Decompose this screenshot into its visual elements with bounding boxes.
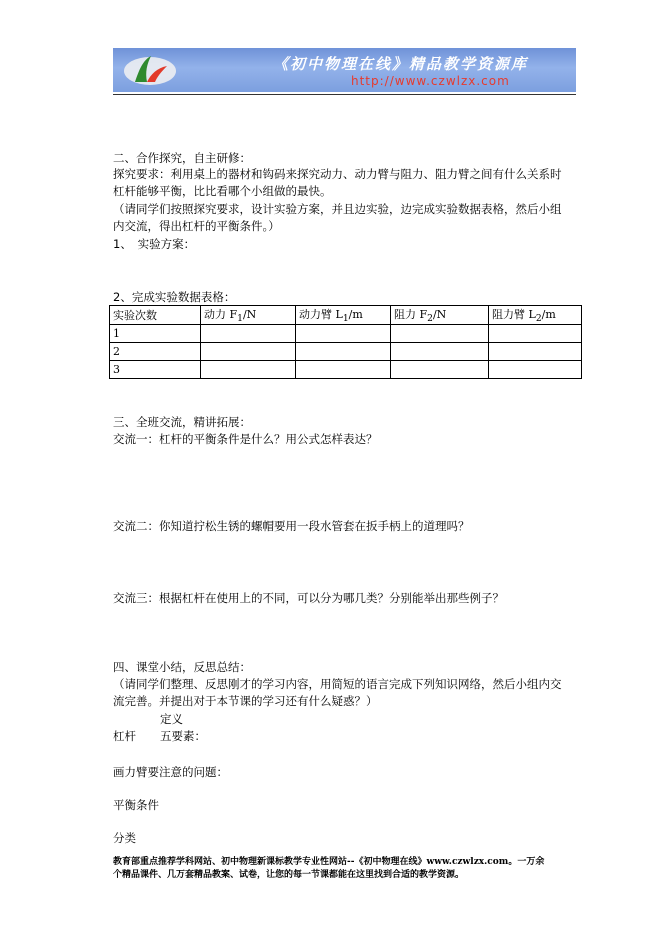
table-row bbox=[110, 343, 582, 361]
exchange-question-3: 交流三：根据杠杆在使用上的不同，可以分为哪几类？分别能举出那些例子？ bbox=[113, 591, 504, 605]
table-cell bbox=[201, 343, 296, 361]
table-cell bbox=[201, 325, 296, 343]
table-cell bbox=[391, 361, 489, 379]
balance-condition-label: 平衡条件 bbox=[113, 798, 159, 812]
banner-title: 《初中物理在线》精品教学资源库 bbox=[273, 55, 529, 73]
table-cell bbox=[296, 325, 391, 343]
table-cell bbox=[391, 343, 489, 361]
lever-definition-label: 定义 bbox=[160, 712, 183, 726]
table-cell bbox=[489, 361, 582, 379]
section2-note-line2: 内交流，得出杠杆的平衡条件。） bbox=[113, 219, 280, 233]
exchange-question-1: 交流一：杠杆的平衡条件是什么？用公式怎样表达？ bbox=[113, 432, 378, 446]
table-row bbox=[110, 361, 582, 379]
table-cell bbox=[201, 361, 296, 379]
header-cell-l1: 动力臂 $L_1/m$ bbox=[296, 306, 391, 325]
header-cell-f2: 阻力 $F_2/N$ bbox=[391, 306, 489, 325]
section4-note-line2: 流完善。并提出对于本节课的学习还有什么疑惑？） bbox=[113, 694, 378, 708]
table-cell bbox=[489, 325, 582, 343]
table-cell bbox=[296, 361, 391, 379]
exchange-question-2: 交流二：你知道拧松生锈的螺帽要用一段水管套在扳手柄上的道理吗？ bbox=[113, 519, 470, 533]
classification-label: 分类 bbox=[113, 831, 136, 845]
header-banner bbox=[113, 48, 576, 92]
logo-icon bbox=[121, 52, 179, 88]
five-elements-label: 五要素： bbox=[160, 729, 206, 743]
section4-note-line1: （请同学们整理、反思刚才的学习内容，用简短的语言完成下列知识网络，然后小组内交 bbox=[113, 677, 562, 691]
page-footer bbox=[113, 856, 583, 882]
table-cell bbox=[489, 343, 582, 361]
step1-plan: 1、 实验方案： bbox=[113, 237, 196, 251]
footer-line-2: 个精品课件、几万套精品教案、试卷，让您的每一节课都能在这里找到合适的教学资源。 bbox=[113, 870, 465, 880]
section2-requirement-line2: 杠杆能够平衡，比比看哪个小组做的最快。 bbox=[113, 184, 332, 198]
table-row bbox=[110, 325, 582, 343]
table-cell: 3 bbox=[110, 361, 201, 379]
footer-line-1: 教育部重点推荐学科网站、初中物理新课标教学专业性网站--《初中物理在线》www.czwlzx.com。一万余 bbox=[113, 857, 545, 867]
section2-heading: 二、合作探究，自主研修： bbox=[113, 151, 251, 165]
banner-url: http://www.czwlzx.com bbox=[351, 74, 510, 88]
header-cell-l2: 阻力臂 $L_2/m$ bbox=[489, 306, 582, 325]
section2-requirement-line1: 探究要求：利用桌上的器材和钩码来探究动力、动力臂与阻力、阻力臂之间有什么关系时 bbox=[113, 167, 562, 181]
table-cell bbox=[296, 343, 391, 361]
force-arm-notes-label: 画力臂要注意的问题： bbox=[113, 765, 228, 779]
header-cell-trial: 实验次数 bbox=[110, 306, 201, 325]
table-cell: 2 bbox=[110, 343, 201, 361]
step2-table-title: 2、完成实验数据表格： bbox=[113, 290, 236, 304]
lever-label: 杠杆 bbox=[113, 729, 136, 743]
table-cell bbox=[391, 325, 489, 343]
header-cell-f1: 动力 $F_1/N$ bbox=[201, 306, 296, 325]
section4-heading: 四、课堂小结，反思总结： bbox=[113, 660, 251, 674]
section2-note-line1: （请同学们按照探究要求，设计实验方案，并且边实验，边完成实验数据表格，然后小组 bbox=[113, 202, 562, 216]
section3-heading: 三、全班交流，精讲拓展： bbox=[113, 415, 251, 429]
table-header-row bbox=[110, 306, 582, 325]
header-divider bbox=[113, 94, 576, 95]
data-table bbox=[109, 305, 582, 379]
table-cell: 1 bbox=[110, 325, 201, 343]
